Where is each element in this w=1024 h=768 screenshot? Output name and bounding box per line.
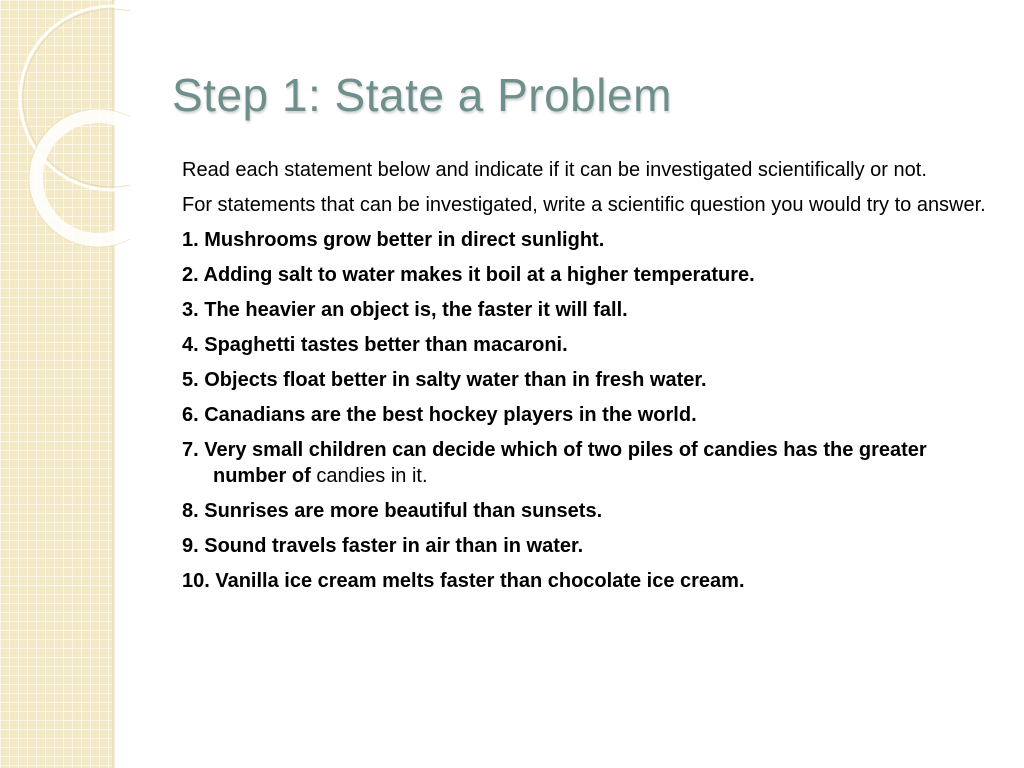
statement-item: 1. Mushrooms grow better in direct sunlight. [182, 229, 605, 251]
decorative-circles [0, 0, 130, 260]
statement-bold-text: 7. Very small children can decide which of two piles of candies has the greater number of [182, 439, 927, 487]
statement-item: 8. Sunrises are more beautiful than sunsets. [182, 500, 603, 522]
statement-item [182, 437, 994, 489]
intro-paragraph: For statements that can be investigated, write a scientific question you would try to answer. [182, 194, 986, 216]
statement-item: 6. Canadians are the best hockey players in the world. [182, 404, 697, 426]
slide-title: Step 1: State a Problem [172, 69, 672, 121]
statement-item: 10. Vanilla ice cream melts faster than chocolate ice cream. [182, 570, 745, 592]
statement-item: 2. Adding salt to water makes it boil at a higher temperature. [182, 264, 755, 286]
statement-plain-text: candies in it. [310, 465, 428, 487]
statement-item: 5. Objects float better in salty water than in fresh water. [182, 369, 707, 391]
slide-content [182, 157, 994, 603]
statement-item: 4. Spaghetti tastes better than macaroni. [182, 334, 568, 356]
intro-paragraph: Read each statement below and indicate if it can be investigated scientifically or not. [182, 159, 927, 181]
statement-item: 3. The heavier an object is, the faster it will fall. [182, 299, 628, 321]
statement-item: 9. Sound travels faster in air than in water. [182, 535, 584, 557]
